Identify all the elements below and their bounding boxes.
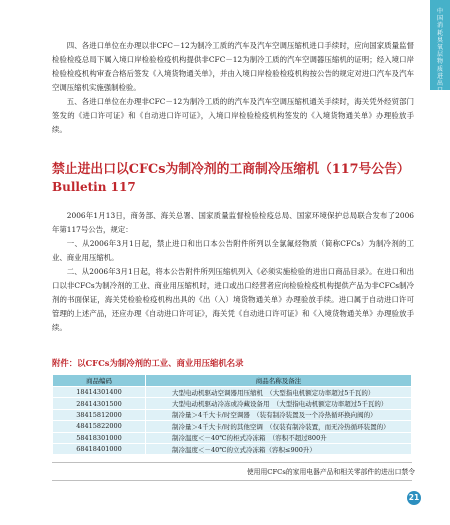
row-desc: 制冷温度＜－40℃的柜式冷冻箱 （容积不超过800升 — [146, 432, 412, 443]
paragraph-item-1: 一、从2006年3月1日起，禁止进口和出口本公告附件所列以全氯氟烃物质（简称CFCs）为制冷剂的工业、商业用压缩机。 — [52, 239, 414, 262]
side-tab-text: 中国消耗臭氧层物质进出口管理 — [436, 8, 443, 109]
section-title-en: Bulletin 117 — [52, 180, 136, 194]
row-code: 58418301000 — [53, 432, 146, 443]
row-desc: 制冷量＞4千大卡/时的其他空调 （仅装有制冷装置，而无冷热循环装置的） — [146, 421, 412, 432]
section-title: 禁止进出口以CFCs为制冷剂的工商制冷压缩机（117号公告） — [52, 162, 410, 177]
compressor-table — [52, 374, 412, 455]
header-code: 商品编码 — [53, 375, 146, 387]
row-desc: 制冷量＞4千大卡/时空调器 （装有制冷装置及一个冷热循环换向阀的） — [146, 409, 412, 420]
table-row — [53, 398, 412, 409]
footnote-divider-top — [52, 462, 412, 463]
paragraph-item-2: 二、从2006年3月1日起，将本公告附件所列压缩机列入《必须实施检验的进出口商品目录》。在进口和出口以非CFCs为制冷剂的工业、商业用压缩机时，进口或出口经营者应向检验检疫机构提供产品为非CFCs制冷剂的书面保证，海关凭检验检疫机构出具的《出（入）境货物通关单》办理验放手续。进口属于自动进口许可管理的上述产品，还应办理《自动进口许可证》，海关凭《自动进口许可证》和《入境货物通关单》办理验放手续。 — [52, 267, 414, 332]
row-desc: 大型电动机驱动空调器用压缩机 （大型指电机额定功率超过5千瓦的） — [146, 387, 412, 398]
table-header-row — [53, 375, 412, 387]
appendix-title: 附件：以CFCs为制冷剂的工业、商业用压缩机名录 — [52, 358, 244, 368]
header-desc: 商品名称及备注 — [146, 375, 412, 387]
row-code: 38415812000 — [53, 409, 146, 420]
table-row — [53, 421, 412, 432]
row-code: 48415822000 — [53, 421, 146, 432]
table-row — [53, 432, 412, 443]
page-number: 21 — [407, 491, 421, 505]
row-desc: 大型电动机驱动冷冻或冷藏设备用 （大型指电动机额定功率超过5千瓦的） — [146, 398, 412, 409]
footnote-divider-bottom — [52, 480, 412, 481]
row-desc: 制冷温度＜－40℃的立式冷冻箱（容积≤900升） — [146, 443, 412, 454]
side-tab — [430, 0, 450, 109]
table-row — [53, 409, 412, 420]
paragraph-4: 四、各进口单位在办理以非CFC－12为制冷工质的汽车及汽车空调压缩机进口手续时，应向国家质量监督检验检疫总局下属入境口岸检验检疫机构提供非CFC－12为制冷工质的汽车空调器压缩机的证明；经入境口岸检验检疫机构审查合格后签发《入境货物通关单》，并由入境口岸检验检疫机构按公告的规定对进口汽车及汽车空调压缩机实施强制检验。 — [52, 41, 414, 92]
paragraph-intro: 2006年1月13日，商务部、海关总署、国家质量监督检验检疫总局、国家环境保护总局联合发布了2006年第117号公告，规定： — [52, 211, 414, 234]
table-row — [53, 387, 412, 398]
table-row — [53, 443, 412, 454]
row-code: 28414301500 — [53, 398, 146, 409]
footnote: 使用用CFCs的家用电器产品和相关零部件的进出口禁令 — [246, 468, 415, 476]
row-code: 18414301400 — [53, 387, 146, 398]
paragraph-5: 五、各进口单位在办理非CFC－12为制冷工质的的汽车及汽车空调压缩机通关手续时，海关凭外经贸部门签发的《进口许可证》和《自动进口许可证》，入境口岸检验检疫机构签发的《入境货物通关单》办理验放手续。 — [52, 97, 414, 134]
row-code: 68418401000 — [53, 443, 146, 454]
